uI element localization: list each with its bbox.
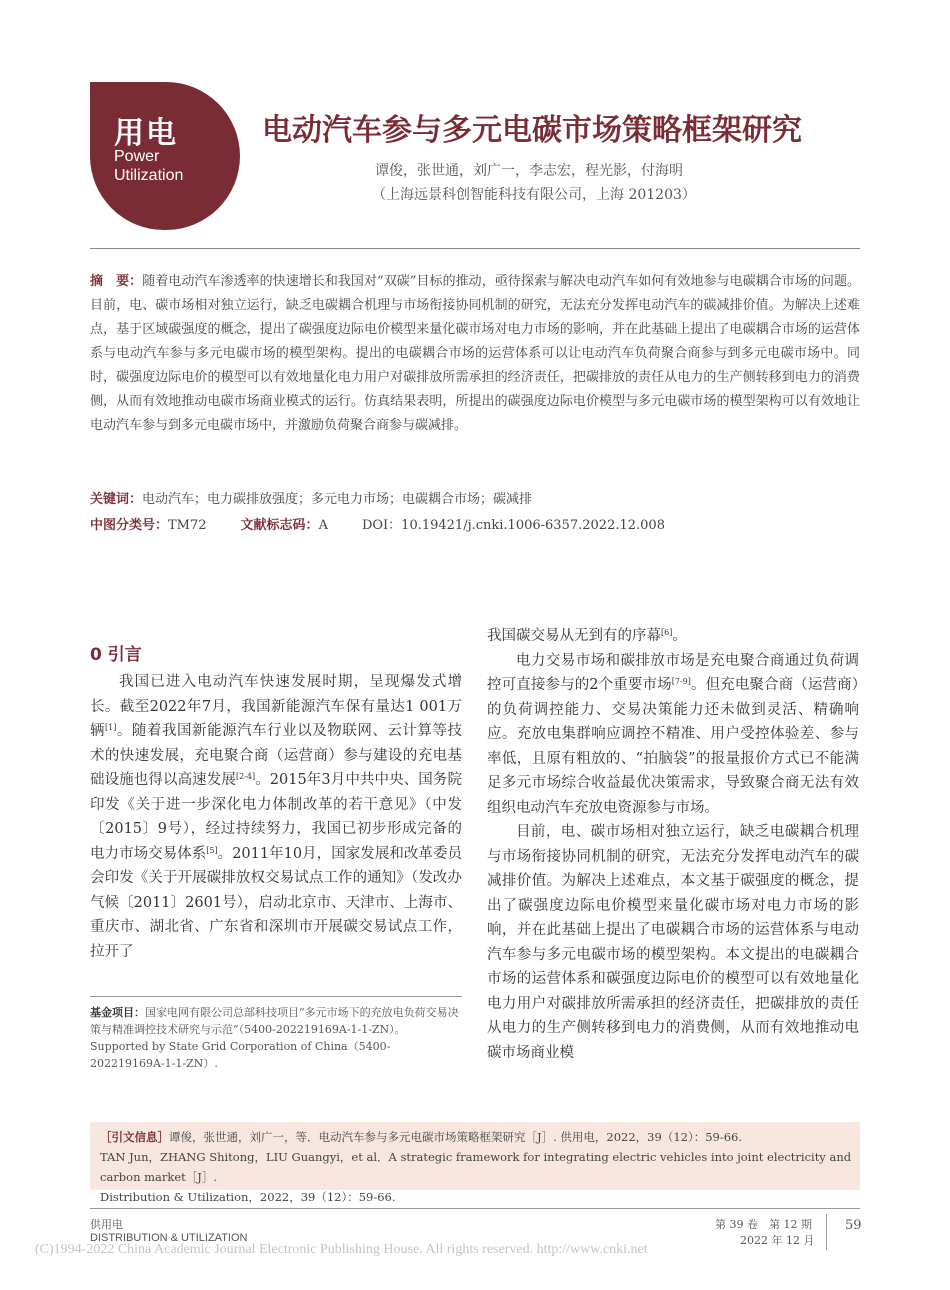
- doc-code-label: 文献标志码：: [240, 518, 319, 533]
- body-paragraph: [90, 670, 462, 964]
- badge-section-en-line1: Power: [114, 148, 160, 165]
- citation-text: [100, 1127, 855, 1207]
- body-text: 。但充电聚合商（运营商）的负荷调控能力、交易决策能力还未做到灵活、精确响应。充放电集群响应调控不精准、用户受控体验差、参与率低，且原有粗放的、“拍脑袋”的报量报价方式已不能满足多元市场综合收益最优决策需求，导致聚合商无法有效组织电动汽车充放电资源参与市场。: [487, 677, 859, 816]
- doi: DOI：10.19421/j.cnki.1006-6357.2022.12.008: [361, 518, 665, 533]
- abstract-label: 摘 要：: [90, 274, 143, 289]
- body-text: 。2015年3月中共中央、国务院印发《关于进一步深化电力体制改革的若干意见》（中发〔2015〕9号），经过持续努力，我国已初步形成完备的电力市场交易体系: [90, 772, 462, 862]
- classification-line: [90, 514, 665, 533]
- body-column-right: [487, 624, 859, 1065]
- funding-note: [90, 1004, 462, 1072]
- badge-section-en-line2: Utilization: [114, 167, 184, 184]
- reference-marker: [1]: [105, 723, 117, 732]
- citation-en-line1: TAN Jun，ZHANG Shitong，LIU Guangyi，et al．A strategic framework for integrating electric vehicles into joint electricity and carbon market［J］.: [100, 1150, 852, 1184]
- body-text: 。: [672, 628, 687, 644]
- footer-date: 2022 年 12 月: [740, 1234, 815, 1247]
- footer-issue: 第 39 卷 第 12 期: [715, 1218, 812, 1231]
- reference-marker: [7-9]: [671, 677, 691, 686]
- body-text: 目前，电、碳市场相对独立运行，缺乏电碳耦合机理与市场衔接协同机制的研究，无法充分发挥电动汽车的碳减排价值。为解决上述难点，本文基于碳强度的概念，提出了碳强度边际电价模型来量化碳市场对电力市场的影响，并在此基础上提出了电碳耦合市场的运营体系与电动汽车参与多元电碳市场的模型架构。本文提出的电碳耦合市场的运营体系和碳强度边际电价的模型可以有效地量化电力用户对碳排放所需承担的经济责任，把碳排放的责任从电力的生产侧转移到电力的消费侧，从而有效地推动电碳市场商业模: [487, 824, 859, 1061]
- keywords: [90, 488, 860, 507]
- funding-label: 基金项目：: [90, 1006, 145, 1019]
- abstract: [90, 270, 860, 438]
- section-heading: 0 引言: [90, 645, 142, 665]
- badge-section-cn: 用电: [114, 116, 178, 151]
- citation-en-line2: Distribution & Utilization，2022，39（12）：59-66.: [100, 1190, 396, 1204]
- footer-vertical-rule: [826, 1214, 827, 1250]
- affiliation: （上海远景科创智能科技有限公司，上海 201203）: [372, 187, 696, 203]
- keywords-label: 关键词：: [90, 492, 143, 507]
- footer-divider: [90, 1208, 860, 1209]
- clc-value: TM72: [168, 518, 207, 533]
- body-text: 。2011年10月，国家发展和改革委员会印发《关于开展碳排放权交易试点工作的通知》（发改办气候〔2011〕2601号），启动北京市、天津市、上海市、重庆市、湖北省、广东省和深圳市开展碳交易试点工作，拉开了: [90, 845, 462, 960]
- journal-badge: [90, 82, 240, 230]
- authors: 谭俊，张世通，刘广一，李志宏，程光影，付海明: [375, 163, 683, 179]
- header-divider: [90, 248, 860, 249]
- funding-en: Supported by State Grid Corporation of China（5400-202219169A-1-1-ZN）.: [90, 1040, 391, 1070]
- abstract-text: 随着电动汽车渗透率的快速增长和我国对“双碳”目标的推动，亟待探索与解决电动汽车如何有效地参与电碳耦合市场的问题。目前，电、碳市场相对独立运行，缺乏电碳耦合机理与市场衔接协同机制的研究，无法充分发挥电动汽车的碳减排价值。为解决上述难点，基于区域碳强度的概念，提出了碳强度边际电价模型来量化碳市场对电力市场的影响，并在此基础上提出了电碳耦合市场的运营体系与电动汽车参与多元电碳市场的模型架构。提出的电碳耦合市场的运营体系可以让电动汽车负荷聚合商参与到多元电碳市场中。同时，碳强度边际电价的模型可以有效地量化电力用户对碳排放所需承担的经济责任，把碳排放的责任从电力的生产侧转移到电力的消费侧，从而有效地推动电碳市场商业模式的运行。仿真结果表明，所提出的碳强度边际电价模型与多元电碳市场的模型架构可以有效地让电动汽车参与到多元电碳市场中，并激励负荷聚合商参与碳减排。: [90, 274, 860, 433]
- keywords-text: 电动汽车；电力碳排放强度；多元电力市场；电碳耦合市场；碳减排: [142, 492, 533, 507]
- body-text: 我国已进入电动汽车快速发展时期，呈现爆发式增长。截至2022年7月，我国新能源汽车保有量达1 001万辆: [90, 674, 462, 739]
- body-text: 电力交易市场和碳排放市场是充电聚合商通过负荷调控可直接参与的2个重要市场: [487, 652, 859, 693]
- body-paragraph: [487, 820, 859, 1065]
- funding-cn: 国家电网有限公司总部科技项目“多元市场下的充放电负荷交易决策与精准调控技术研究与示范”（5400-202219169A-1-1-ZN）。: [90, 1006, 459, 1036]
- clc-label: 中图分类号：: [90, 518, 169, 533]
- reference-marker: [2-4]: [235, 772, 256, 781]
- doc-code-value: A: [318, 518, 328, 533]
- body-column-left: [90, 670, 462, 964]
- body-paragraph: [487, 649, 859, 821]
- footer-journal-en: DISTRIBUTION & UTILIZATION: [90, 1232, 248, 1244]
- page-number: 59: [845, 1218, 862, 1233]
- footer-journal-cn: 供用电: [90, 1219, 123, 1231]
- citation-cn: 谭俊，张世通，刘广一，等．电动汽车参与多元电碳市场策略框架研究［J］. 供用电，2022，39（12）：59-66.: [169, 1130, 743, 1144]
- body-text: 我国碳交易从无到有的序幕: [487, 628, 661, 644]
- reference-marker: [6]: [661, 628, 673, 637]
- body-paragraph: [487, 624, 859, 649]
- copyright-watermark: (C)1994-2022 China Academic Journal Electronic Publishing House. All rights reserved. http://www.cnki.net: [35, 1242, 648, 1257]
- reference-marker: [5]: [206, 845, 218, 855]
- paper-title: 电动汽车参与多元电碳市场策略框架研究: [262, 113, 802, 148]
- body-text: 。随着我国新能源汽车行业以及物联网、云计算等技术的快速发展，充电聚合商（运营商）参与建设的充电基础设施也得以高速发展: [90, 723, 463, 788]
- footnote-divider: [90, 996, 462, 997]
- citation-label: ［引文信息］: [100, 1130, 169, 1144]
